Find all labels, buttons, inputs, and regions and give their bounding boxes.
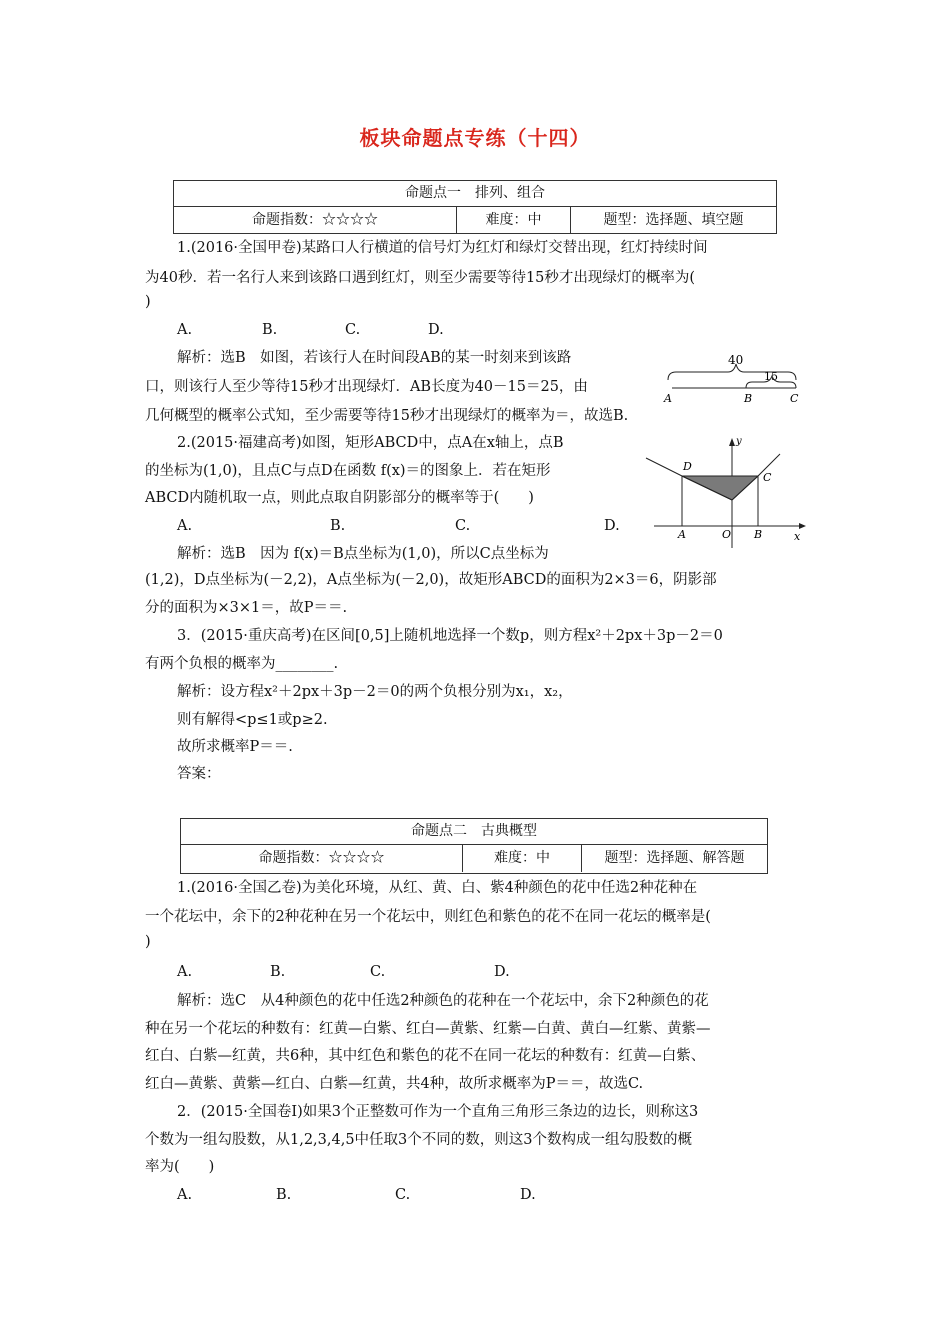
section2-index: 命题指数：☆☆☆☆: [181, 845, 463, 872]
section1-header-box: [173, 180, 777, 234]
q1-label-part: 15: [764, 370, 778, 383]
section1-heading: 命题点一 排列、组合: [174, 181, 776, 207]
q2-solution-3: 分的面积为×3×1＝，故P＝＝.: [145, 600, 348, 616]
q2-solution-2: (1,2)，D点坐标为(－2,2)，A点坐标为(－2,0)，故矩形ABCD的面积为2×3＝6，阴影部: [145, 572, 717, 588]
q2-option-b: B.: [330, 518, 346, 534]
q1-point-b: B: [744, 392, 753, 405]
section1-difficulty: 难度：中: [457, 207, 571, 234]
q4-solution-1: 解析：选C 从4种颜色的花中任选2种颜色的花种在一个花坛中，余下2种颜色的花: [177, 993, 709, 1009]
q4-option-d: D.: [494, 964, 510, 980]
q4-solution-3: 红白、白紫—红黄，共6种，其中红色和紫色的花不在同一花坛的种数有：红黄—白紫、: [145, 1048, 706, 1064]
q2-option-c: C.: [455, 518, 471, 534]
q2-option-a: A.: [177, 518, 193, 534]
q4-line-1: 1.(2016·全国乙卷)为美化环境，从红、黄、白、紫4种颜色的花中任选2种花种在: [177, 880, 698, 896]
q1-line-1: 1.(2016·全国甲卷)某路口人行横道的信号灯为红灯和绿灯交替出现，红灯持续时间: [177, 240, 708, 256]
q4-option-a: A.: [177, 964, 193, 980]
q1-segment-figure: [660, 352, 810, 408]
q2-line-2: 的坐标为(1,0)，且点C与点D在函数 f(x)＝的图象上．若在矩形: [145, 463, 551, 479]
q4-line-3: ): [145, 934, 151, 950]
q5-line-2: 个数为一组勾股数，从1,2,3,4,5中任取3个不同的数，则这3个数构成一组勾股数的概: [145, 1132, 693, 1148]
q2-shaded-region: [682, 476, 758, 500]
q4-solution-2: 种在另一个花坛的种数有：红黄—白紫、红白—黄紫、红紫—白黄、黄白—红紫、黄紫—: [145, 1021, 711, 1037]
q3-solution-3: 故所求概率P＝＝.: [177, 739, 293, 755]
q2-point-c: C: [763, 471, 772, 484]
section2-type: 题型：选择题、解答题: [604, 850, 745, 866]
q2-option-d: D.: [604, 518, 620, 534]
q1-point-a: A: [664, 392, 672, 405]
q1-option-a: A.: [177, 322, 193, 338]
q5-option-b: B.: [276, 1187, 292, 1203]
q2-x-arrow: [799, 523, 806, 529]
q1-solution-2: 口，则该行人至少等待15秒才出现绿灯．AB长度为40－15＝25，由: [145, 379, 588, 395]
page-title: 板块命题点专练（十四）: [359, 126, 591, 150]
q2-line-1: 2.(2015·福建高考)如图，矩形ABCD中，点A在x轴上，点B: [177, 435, 564, 451]
section1-index: 命题指数：☆☆☆☆: [174, 207, 457, 234]
q2-point-b: B: [754, 528, 763, 541]
q2-axis-x-label: x: [794, 530, 801, 543]
q1-option-c: C.: [345, 322, 361, 338]
q1-label-total: 40: [728, 353, 744, 367]
q2-y-arrow: [729, 438, 735, 446]
q1-point-c: C: [790, 392, 799, 405]
q3-answer: 答案：: [177, 766, 221, 782]
q1-option-b: B.: [262, 322, 278, 338]
q4-solution-4: 红白—黄紫、黄紫—红白、白紫—红黄，共4种，故所求概率为P＝＝，故选C.: [145, 1076, 644, 1092]
q3-line-2: 有两个负根的概率为________.: [145, 656, 339, 672]
q3-solution-2: 则有解得<p≤1或p≥2.: [177, 712, 328, 728]
section2-difficulty: 难度：中: [463, 845, 582, 872]
q2-axis-y-label: y: [736, 436, 742, 447]
section1-type: 题型：选择题、填空题: [603, 212, 744, 228]
section2-header-box: [180, 818, 768, 874]
q3-line-1: 3．(2015·重庆高考)在区间[0,5]上随机地选择一个数p，则方程x²＋2px＋3p－2＝0: [177, 628, 723, 644]
q2-point-o: O: [722, 528, 732, 541]
q1-line-2: 为40秒．若一名行人来到该路口遇到红灯，则至少需要等待15秒才出现绿灯的概率为(: [145, 270, 696, 286]
q4-option-c: C.: [370, 964, 386, 980]
q5-line-3: 率为( ): [145, 1159, 215, 1175]
q5-option-c: C.: [395, 1187, 411, 1203]
q5-option-d: D.: [520, 1187, 536, 1203]
q3-solution-1: 解析：设方程x²＋2px＋3p－2＝0的两个负根分别为x₁，x₂，: [177, 684, 573, 700]
q2-point-d: D: [683, 460, 692, 473]
section2-heading: 命题点二 古典概型: [181, 819, 767, 845]
q1-line-3: ): [145, 294, 151, 310]
q4-line-2: 一个花坛中，余下的2种花种在另一个花坛中，则红色和紫色的花不在同一花坛的概率是(: [145, 909, 711, 925]
q2-point-a: A: [678, 528, 686, 541]
q5-line-1: 2．(2015·全国卷Ⅰ)如果3个正整数可作为一个直角三角形三条边的边长，则称这3: [177, 1104, 699, 1120]
q2-graph-figure: [644, 432, 814, 552]
q5-option-a: A.: [177, 1187, 193, 1203]
q2-line-3: ABCD内随机取一点，则此点取自阴影部分的概率等于( ): [145, 490, 534, 506]
q2-solution-1: 解析：选B 因为 f(x)＝B点坐标为(1,0)，所以C点坐标为: [177, 546, 549, 562]
q4-option-b: B.: [270, 964, 286, 980]
q1-solution-1: 解析：选B 如图，若该行人在时间段AB的某一时刻来到该路: [177, 350, 572, 366]
q1-solution-3: 几何概型的概率公式知，至少需要等待15秒才出现绿灯的概率为＝，故选B.: [145, 408, 629, 424]
q1-option-d: D.: [428, 322, 444, 338]
